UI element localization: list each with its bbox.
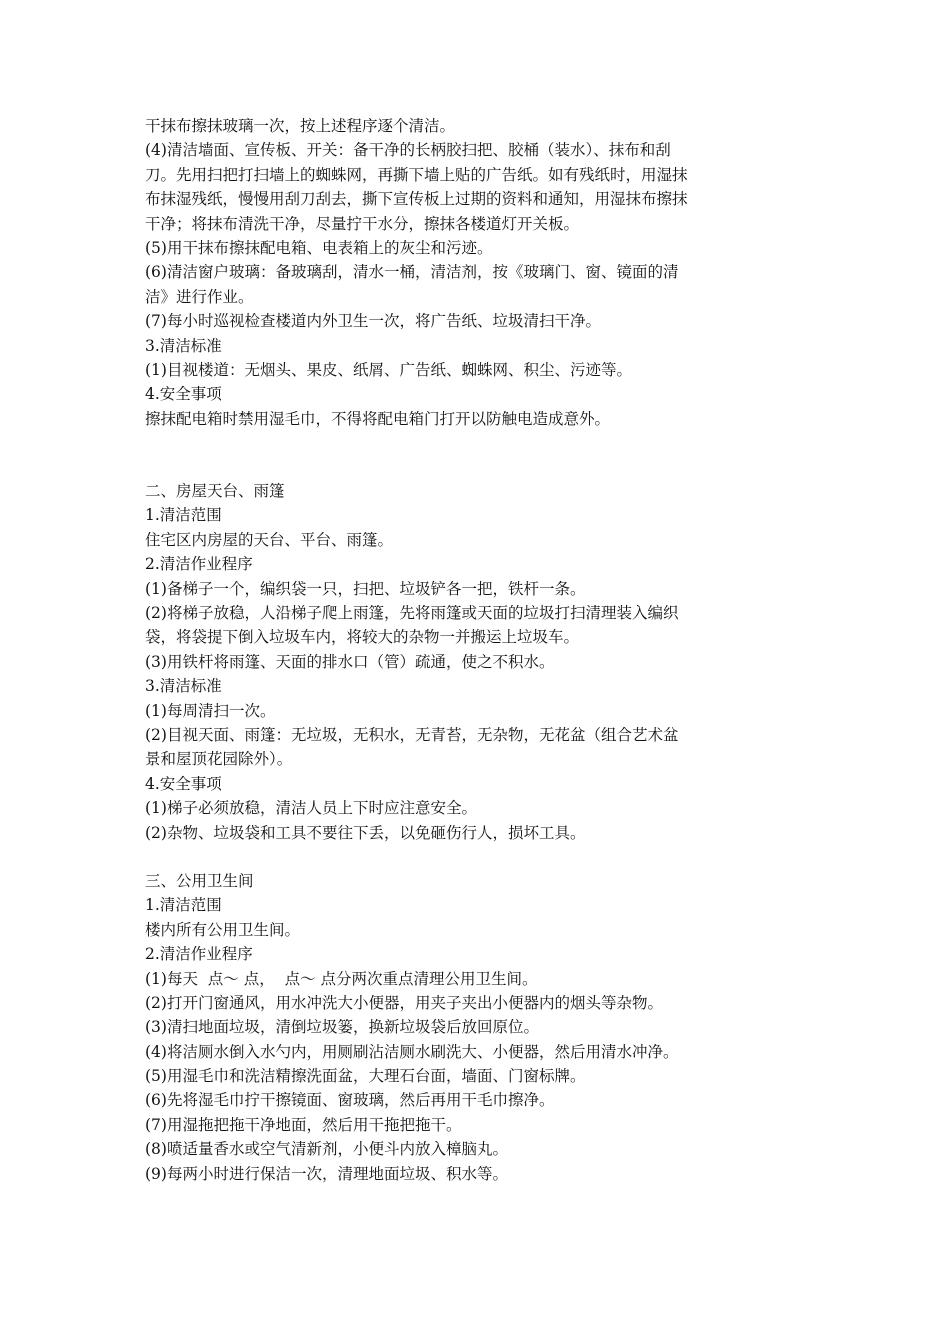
- procedure-item-line: (2)将梯子放稳，人沿梯子爬上雨篷，先将雨篷或天面的垃圾打扫清理装入编织: [145, 604, 679, 623]
- subheading-cleaning-standard: 3.清洁标准: [145, 336, 222, 355]
- procedure-item-line: (4)将洁厕水倒入水勺内，用厕刷沾洁厕水刷洗大、小便器，然后用清水冲净。: [145, 1042, 679, 1061]
- procedure-item-line: (1)每天 点～ 点， 点～ 点分两次重点清理公用卫生间。: [145, 969, 538, 988]
- scope-line: 楼内所有公用卫生间。: [145, 920, 301, 939]
- section-stairwell-cleaning-continued: [145, 114, 825, 431]
- paragraph-line: 干抹布擦抹玻璃一次，按上述程序逐个清洁。: [145, 117, 456, 135]
- procedure-item-line: (2)打开门窗通风，用水冲洗大小便器，用夹子夹出小便器内的烟头等杂物。: [145, 993, 663, 1012]
- step-5-line: (5)用干抹布擦抹配电箱、电表箱上的灰尘和污迹。: [145, 238, 493, 257]
- subheading-cleaning-standard: 3.清洁标准: [145, 677, 222, 696]
- step-4-line: 布抹湿残纸，慢慢用刮刀刮去，撕下宣传板上过期的资料和通知，用湿抹布擦抹: [145, 190, 688, 209]
- scope-line: 住宅区内房屋的天台、平台、雨篷。: [145, 530, 394, 549]
- procedure-item-line: (8)喷适量香水或空气清新剂，小便斗内放入樟脑丸。: [145, 1140, 508, 1159]
- safety-item-line: (2)杂物、垃圾袋和工具不要往下丢，以免砸伤行人，损坏工具。: [145, 823, 586, 842]
- subheading-procedure: 2.清洁作业程序: [145, 945, 253, 964]
- subheading-safety: 4.安全事项: [145, 774, 222, 793]
- section-heading: 三、公用卫生间: [145, 871, 254, 890]
- step-6-line: (6)清洁窗户玻璃：备玻璃刮，清水一桶，清洁剂，按《玻璃门、窗、镜面的清: [145, 263, 679, 282]
- step-4-line: (4)清洁墙面、宣传板、开关：备干净的长柄胶扫把、胶桶（装水）、抹布和刮: [145, 141, 671, 160]
- procedure-item-line: (9)每两小时进行保洁一次，清理地面垃圾、积水等。: [145, 1164, 508, 1183]
- step-4-line: 干净；将抹布清洗干净，尽量拧干水分，擦抹各楼道灯开关板。: [145, 214, 580, 233]
- step-7-line: (7)每小时巡视检查楼道内外卫生一次，将广告纸、垃圾清扫干净。: [145, 312, 601, 331]
- procedure-item-line: (3)用铁杆将雨篷、天面的排水口（管）疏通，使之不积水。: [145, 652, 555, 671]
- procedure-item-line: 袋，将袋提下倒入垃圾车内，将较大的杂物一并搬运上垃圾车。: [145, 628, 580, 647]
- section-rooftop-canopy: [145, 479, 825, 845]
- standard-item-line: 景和屋顶花园除外）。: [145, 750, 293, 769]
- safety-item-line: 擦抹配电箱时禁用湿毛巾，不得将配电箱门打开以防触电造成意外。: [145, 409, 611, 428]
- section-heading: 二、房屋天台、雨篷: [145, 482, 285, 501]
- subheading-safety: 4.安全事项: [145, 385, 222, 404]
- procedure-item-line: (7)用湿拖把拖干净地面，然后用干拖把拖干。: [145, 1115, 462, 1134]
- standard-item-line: (1)目视楼道：无烟头、果皮、纸屑、广告纸、蜘蛛网、积尘、污迹等。: [145, 360, 632, 379]
- step-4-line: 刀。先用扫把打扫墙上的蜘蛛网，再撕下墙上贴的广告纸。如有残纸时，用湿抹: [145, 165, 688, 184]
- procedure-item-line: (3)清扫地面垃圾，清倒垃圾篓，换新垃圾袋后放回原位。: [145, 1018, 539, 1037]
- safety-item-line: (1)梯子必须放稳，清洁人员上下时应注意安全。: [145, 799, 477, 818]
- subheading-procedure: 2.清洁作业程序: [145, 555, 253, 574]
- procedure-item-line: (1)备梯子一个，编织袋一只，扫把、垃圾铲各一把，铁杆一条。: [145, 579, 586, 598]
- section-spacer: [145, 431, 825, 479]
- procedure-item-line: (6)先将湿毛巾拧干擦镜面、窗玻璃，然后再用干毛巾擦净。: [145, 1091, 555, 1110]
- step-6-line: 洁》进行作业。: [145, 287, 254, 306]
- standard-item-line: (2)目视天面、雨篷：无垃圾，无积水，无青苔，无杂物，无花盆（组合艺术盆: [145, 725, 679, 744]
- procedure-item-line: (5)用湿毛巾和洗洁精擦洗面盆，大理石台面，墙面、门窗标牌。: [145, 1067, 586, 1086]
- section-public-restroom: [145, 869, 825, 1186]
- document-page: [145, 114, 825, 1186]
- section-spacer: [145, 845, 825, 869]
- subheading-cleaning-scope: 1.清洁范围: [145, 896, 222, 915]
- subheading-cleaning-scope: 1.清洁范围: [145, 506, 222, 525]
- standard-item-line: (1)每周清扫一次。: [145, 701, 276, 720]
